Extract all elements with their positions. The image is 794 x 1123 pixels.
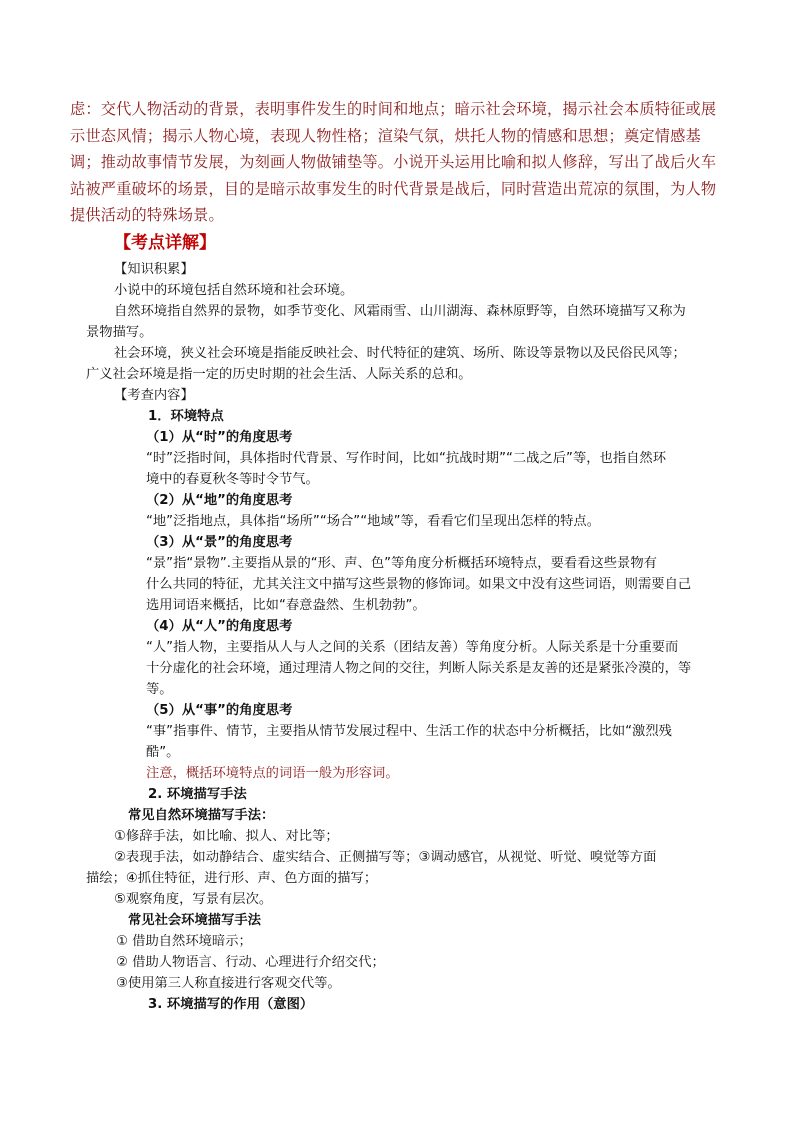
social-method-2: ② 借助人物语言、行动、心理进行介绍交代； — [116, 955, 385, 970]
heading-2: 2. 环境描写手法 — [148, 787, 247, 802]
scenery-text-line1: “景”指“景物”.主要指从景的“形、声、色”等角度分析概括环境特点，要看看这些景物有 — [146, 556, 657, 571]
social-method-3: ③使用第三人称直接进行客观交代等。 — [116, 976, 341, 991]
events-text-line1: “事”指事件、情节，主要指从情节发展过程中、生活工作的状态中分析概括，比如“激烈残 — [146, 724, 672, 739]
section-title: 【考点详解】 — [114, 233, 216, 253]
document-body — [86, 259, 726, 1015]
social-method-1: ① 借助自然环境暗示； — [116, 934, 252, 949]
time-text-line2: 境中的春夏秋冬等时令节气。 — [146, 472, 319, 487]
subheading-people: （4）从“人”的角度思考 — [146, 619, 293, 634]
social-methods-title: 常见社会环境描写手法 — [128, 913, 261, 928]
natural-methods-title: 常见自然环境描写手法： — [128, 808, 275, 823]
heading-1: 1．环境特点 — [148, 409, 224, 424]
exam-label: 【考查内容】 — [114, 388, 194, 403]
people-text-line3: 等。 — [146, 682, 173, 697]
time-text-line1: “时”泛指时间，具体指时代背景、写作时间，比如“抗战时期”“二战之后”等，也指自然环 — [146, 451, 667, 466]
scenery-text-line2: 什么共同的特征，尤其关注文中描写这些景物的修饰词。如果文中没有这些词语，则需要自己 — [146, 577, 692, 592]
scenery-text-line3: 选用词语来概括，比如“春意盎然、生机勃勃”。 — [146, 598, 426, 613]
subheading-scenery: （3）从“景”的角度思考 — [146, 535, 293, 550]
intro-paragraph: 虑：交代人物活动的背景，表明事件发生的时间和地点；暗示社会环境，揭示社会本质特征或展示世态风情；揭示人物心境，表现人物性格；渲染气氛，烘托人物的情感和思想；奠定情感基调；推动故事情节发展，为刻画人物做铺垫等。小说开头运用比喻和拟人修辞，写出了战后火车站被严重破坏的场景，目的是暗示故事发生的时代背景是战后，同时营造出荒凉的氛围，为人物提供活动的特殊场景。 — [70, 100, 717, 224]
events-text-line2: 酷”。 — [146, 745, 180, 760]
subheading-time: （1）从“时”的角度思考 — [146, 430, 293, 445]
natural-method-2-line1: ②表现手法，如动静结合、虚实结合、正侧描写等；③调动感官，从视觉、听觉、嗅觉等方面 — [114, 850, 657, 865]
heading-3: 3. 环境描写的作用（意图） — [148, 997, 314, 1012]
knowledge-p1: 小说中的环境包括自然环境和社会环境。 — [114, 283, 354, 298]
knowledge-p3-line2: 广义社会环境是指一定的历史时期的社会生活、人际关系的总和。 — [86, 367, 472, 382]
subheading-events: （5）从“事”的角度思考 — [146, 703, 293, 718]
people-text-line1: “人”指人物，主要指从人与人之间的关系（团结友善）等角度分析。人际关系是十分重要而 — [146, 640, 679, 655]
knowledge-label: 【知识积累】 — [114, 262, 194, 277]
knowledge-p3-line1: 社会环境，狭义社会环境是指能反映社会、时代特征的建筑、场所、陈设等景物以及民俗民风等； — [114, 346, 686, 361]
subheading-place: （2）从“地”的角度思考 — [146, 493, 293, 508]
note-text: 注意，概括环境特点的词语一般为形容词。 — [146, 766, 399, 781]
knowledge-p2-line2: 景物描写。 — [86, 325, 153, 340]
people-text-line2: 十分虚化的社会环境，通过理清人物之间的交往，判断人际关系是友善的还是紧张冷漠的，等 — [146, 661, 692, 676]
natural-method-1: ①修辞手法，如比喻、拟人、对比等； — [114, 829, 339, 844]
place-text-line1: “地”泛指地点，具体指“场所”“场合”“地域”等，看看它们呈现出怎样的特点。 — [146, 514, 601, 529]
natural-method-2-line2: 描绘；④抓住特征，进行形、声、色方面的描写； — [86, 871, 378, 886]
knowledge-p2-line1: 自然环境指自然界的景物，如季节变化、风霜雨雪、山川湖海、森林原野等，自然环境描写又称为 — [114, 304, 686, 319]
natural-method-5: ⑤观察角度，写景有层次。 — [114, 892, 273, 907]
